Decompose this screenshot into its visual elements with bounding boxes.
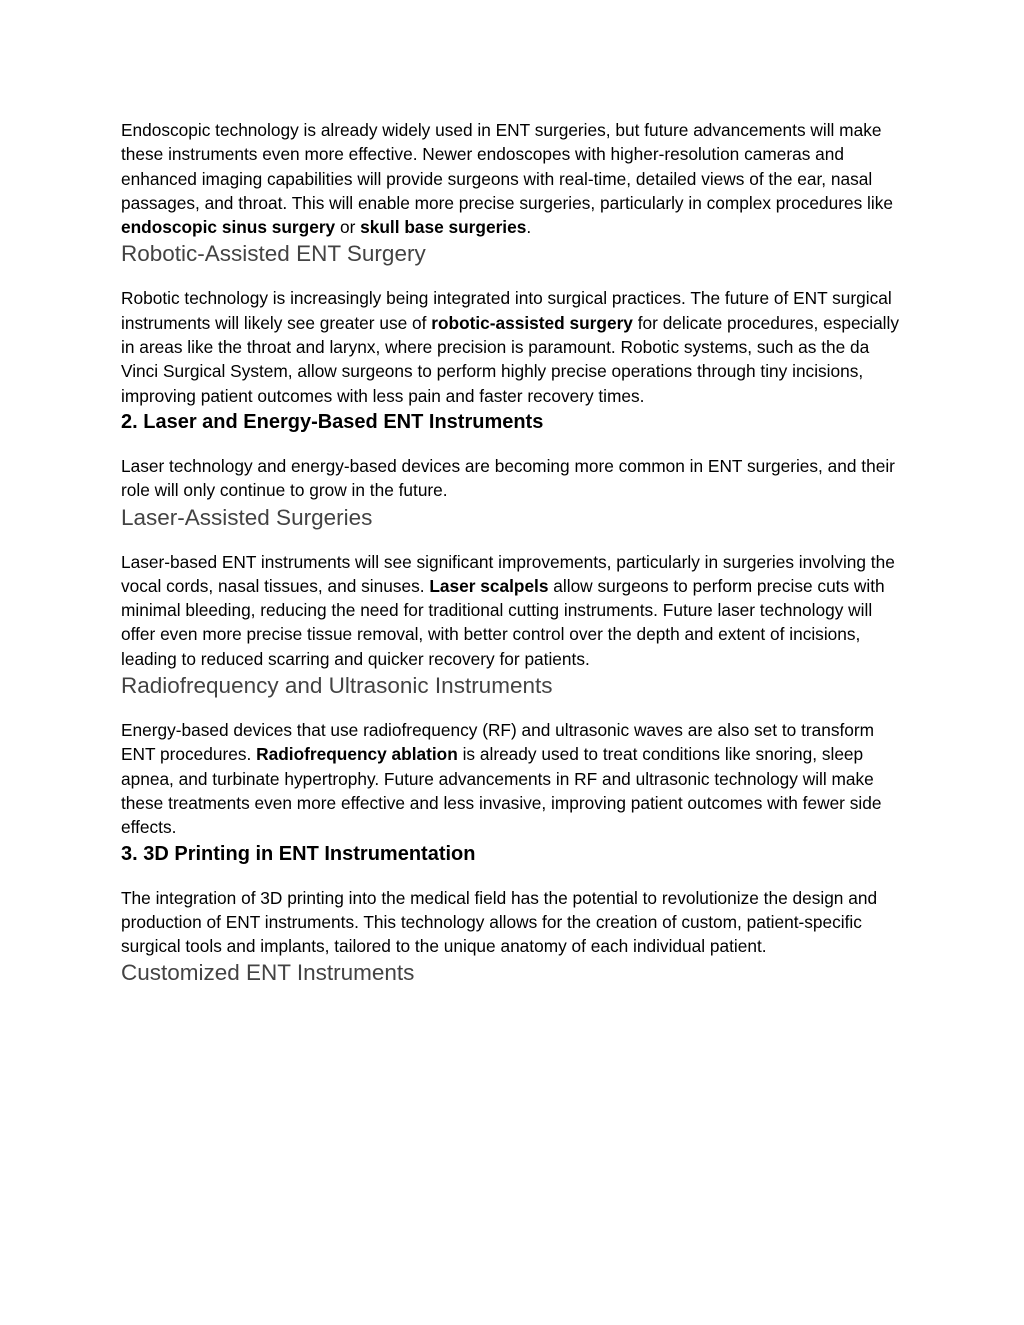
rf-ultrasonic-heading: Radiofrequency and Ultrasonic Instruments <box>121 673 553 699</box>
laser-energy-heading: 2. Laser and Energy-Based ENT Instruments <box>121 410 544 433</box>
robotic-heading: Robotic-Assisted ENT Surgery <box>121 241 426 267</box>
document-page <box>121 118 911 988</box>
laser-assisted-paragraph <box>121 550 911 671</box>
intro-bold-skull-base-surgeries: skull base surgeries <box>360 217 527 238</box>
rf-ultrasonic-paragraph <box>121 718 911 839</box>
laser-energy-paragraph: Laser technology and energy-based devices are becoming more common in ENT surgeries, and their role will only continue to grow in the future. <box>121 455 895 501</box>
robotic-paragraph <box>121 286 911 407</box>
intro-bold-endoscopic-sinus-surgery: endoscopic sinus surgery <box>121 217 336 238</box>
rf-text-2: is already used to treat conditions like snoring, sleep apnea, and turbinate hypertrophy. Future advancements in RF and ultrasonic technology will make these treatments even more effective and less invasive, improving patient outcomes with fewer side effects. <box>121 744 882 838</box>
printing-3d-heading: 3. 3D Printing in ENT Instrumentation <box>121 842 476 865</box>
printing-3d-paragraph: The integration of 3D printing into the medical field has the potential to revolutionize the design and production of ENT instruments. This technology allows for the creation of custom, patient-specific surgical tools and implants, tailored to the unique anatomy of each individual patient. <box>121 887 878 957</box>
laser-assisted-text-1: Laser-based ENT instruments will see significant improvements, particularly in surgeries involving the vocal cords, nasal tissues, and sinuses. <box>121 551 895 596</box>
rf-bold-radiofrequency-ablation: Radiofrequency ablation <box>256 744 458 765</box>
laser-assisted-bold-laser-scalpels: Laser scalpels <box>429 575 549 596</box>
rf-text-1: Energy-based devices that use radiofrequency (RF) and ultrasonic waves are also set to transform ENT procedures. <box>121 720 875 765</box>
robotic-text-1: Robotic technology is increasingly being integrated into surgical practices. The future of ENT surgical instruments will likely see greater use of <box>121 288 892 333</box>
intro-paragraph <box>121 118 911 239</box>
laser-assisted-heading: Laser-Assisted Surgeries <box>121 504 373 530</box>
robotic-text-2: for delicate procedures, especially in areas like the throat and larynx, where precision is paramount. Robotic systems, such as the da Vinci Surgical System, allow surgeons to perform highly precise operations through tiny incisions, improving patient outcomes with less pain and faster recovery times. <box>121 312 900 406</box>
laser-assisted-text-2: allow surgeons to perform precise cuts with minimal bleeding, reducing the need for traditional cutting instruments. Future laser technology will offer even more precise tissue removal, with better control over the depth and extent of incisions, leading to reduced scarring and quicker recovery for patients. <box>121 575 885 669</box>
customized-heading: Customized ENT Instruments <box>121 960 415 986</box>
robotic-bold-robotic-assisted-surgery: robotic-assisted surgery <box>431 312 633 333</box>
intro-text-1: Endoscopic technology is already widely used in ENT surgeries, but future advancements will make these instruments even more effective. Newer endoscopes with higher-resolution cameras and enhanced imaging capabilities will provide surgeons with real-time, detailed views of the ear, nasal passages, and throat. This will enable more precise surgeries, particularly in complex procedures like <box>121 120 893 213</box>
intro-text-3: . <box>526 217 532 238</box>
intro-text-2: or <box>335 217 361 238</box>
